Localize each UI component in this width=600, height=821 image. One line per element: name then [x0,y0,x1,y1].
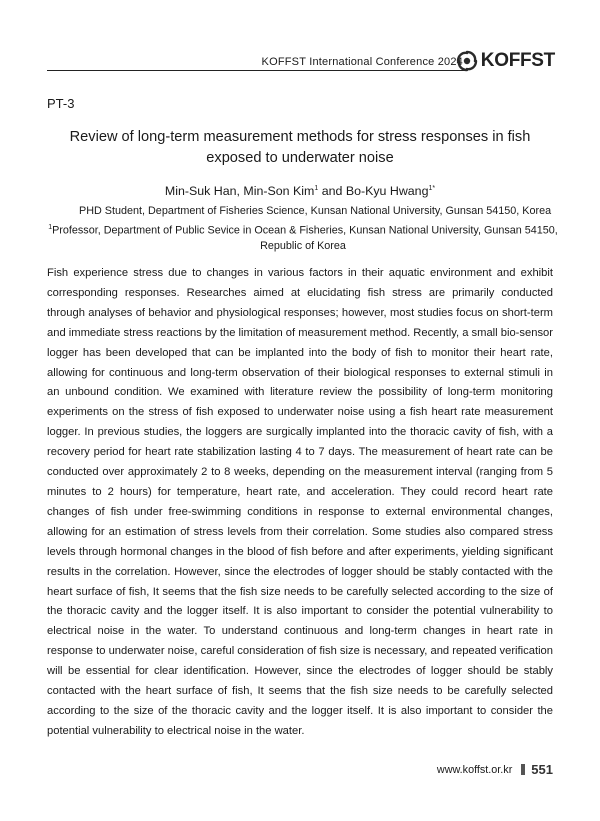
koffst-logo [455,49,555,73]
author-separator: and [318,184,346,198]
title-line-1: Review of long-term measurement methods for stress responses in fish [69,129,531,145]
page-number: 551 [531,762,553,777]
footer-divider [521,764,525,775]
footer-url[interactable]: www.koffst.or.kr [436,763,513,776]
conference-name: KOFFST International Conference 2024 [261,56,463,68]
author-affiliation-mark: 1 [314,184,319,192]
title-line-2: exposed to underwater noise [206,150,394,166]
page-footer [437,762,553,777]
author-name: Min-Suk Han [164,184,237,198]
abstract-text: Fish experience stress due to changes in various factors in their aquatic environment and exhibit corresponding responses. Researches aimed at elucidating fish stress are primarily conducted through analyses of behavior and physiological responses; however, most studies focus on short-term and immediate stress reactions by the limitation of measurement method. Recently, a small bio-sensor logger has been developed that can be implanted into the body of fish to monitor their heart rate, allowing for continuous and long-term observation of their biological responses to external stimuli in an unbound condition. We examined with literature review the possibility of long-term monitoring experiments on the stress of fish exposed to underwater noise using a fish heart rate measurement logger. In previous studies, the loggers are surgically implanted into the thoracic cavity of fish, with a recovery period for heart rate stabilization lasting 4 to 7 days. The measurement of heart rate can be conducted over approximately 2 to 8 weeks, depending on the measurement interval (ranging from 5 minutes to 2 hours) for temperature, heart rate, and acceleration. They could record heart rate changes of fish under free-swimming conditions in response to external environmental changes, allowing for an estimation of stress levels from their correlation. Some studies also compared stress levels through hormonal changes in the blood of fish before and after experiments, yielding significant results in the correlation. However, since the electrodes of logger should be stably contacted with the heart surface of fish, It seems that the fish size needs to be carefully selected according to the size of the thoracic cavity and the logger itself. It is also important to consider the potential vulnerability to electrical noise in the water. To understand continuous and long-term changes in heart rate in response to underwater noise, careful consideration of fish size is necessary, and repeated verification will be essential for clear identification. However, since the electrodes of logger should be stably contacted with the heart surface of fish, It seems that the fish size needs to be carefully selected according to the size of the thoracic cavity and the logger itself. It is also important to consider the potential vulnerability to electrical noise in the water. [47,267,553,737]
author-name: Bo-Kyu Hwang [345,184,429,198]
author-separator: , [236,184,244,198]
affiliation-1: PHD Student, Department of Fisheries Science, Kunsan National University, Gunsan 54150, Korea [79,205,552,217]
author-list [0,184,600,198]
author-affiliation-mark: 1* [428,184,436,192]
swirl-emblem-icon [455,49,479,73]
header-rule [47,70,467,71]
affiliation-2-text: Professor, Department of Public Sevice in Ocean & Fisheries, Kunsan National University, Gunsan 54150, Republic of Korea [52,224,558,252]
logo-text: KOFFST [480,50,555,71]
affiliation-2 [48,220,558,254]
poster-code: PT-3 [47,96,75,111]
author-name: Min-Son Kim [243,184,315,198]
affiliation-mark: 1 [48,224,53,231]
paper-title [40,127,560,169]
page-header [47,49,555,75]
